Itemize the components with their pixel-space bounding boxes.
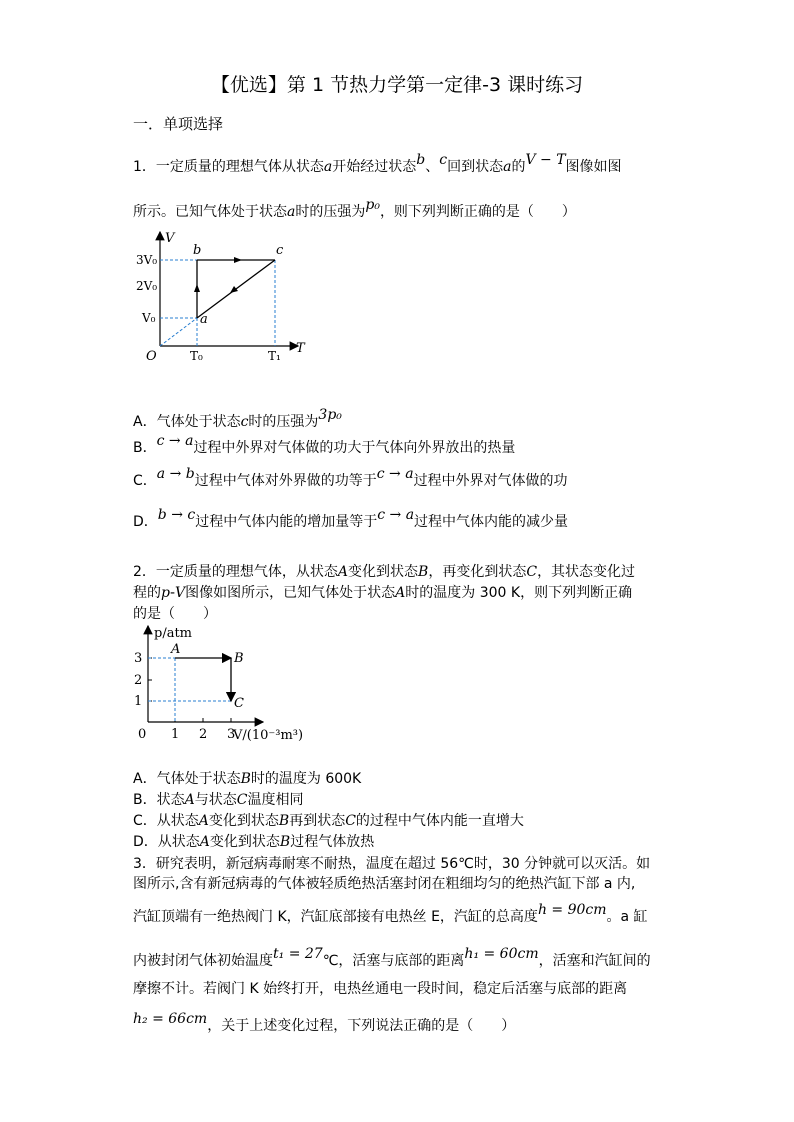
q2-option-c[interactable]: C．从状态A变化到状态B再到状态C的过程中气体内能一直增大 — [133, 813, 524, 829]
q3-stem-line6: h₂ = 66cm，关于上述变化过程，下列说法正确的是（ ） — [133, 1011, 516, 1034]
q1-stem-line2: 所示。已知气体处于状态a时的压强为p₀，则下列判断正确的是（ ） — [133, 197, 576, 220]
tick-v2: 2 — [199, 727, 208, 742]
q1-stem-line1: 1．一定质量的理想气体从状态a开始经过状态b、c回到状态a的V − T图像如图 — [133, 152, 622, 175]
point-B: B — [234, 651, 244, 666]
tick-p2: 2 — [134, 673, 143, 688]
point-a: a — [200, 312, 208, 327]
v-axis-label: V/(10⁻³m³) — [233, 728, 304, 743]
q2-option-b[interactable]: B．状态A与状态C温度相同 — [133, 792, 304, 808]
point-C: C — [234, 696, 244, 711]
q3-stem-line3: 汽缸顶端有一绝热阀门 K，汽缸底部接有电热丝 E，汽缸的总高度h = 90cm。a 缸 — [133, 902, 648, 925]
q1-option-b[interactable]: B．c → a过程中外界对气体做的功大于气体向外界放出的热量 — [133, 433, 516, 456]
tick-p1: 1 — [134, 694, 143, 709]
tick-v3: 3 — [227, 727, 236, 742]
point-c: c — [276, 243, 284, 258]
q1-vt-graph — [130, 226, 320, 366]
q1-option-c[interactable]: C．a → b过程中气体对外界做的功等于c → a过程中外界对气体做的功 — [133, 466, 568, 489]
q1-option-a[interactable]: A．气体处于状态c时的压强为3p₀ — [133, 407, 342, 430]
t-axis-label: T — [296, 341, 305, 356]
q2-stem-line1: 2．一定质量的理想气体，从状态A变化到状态B，再变化到状态C，其状态变化过 — [133, 564, 636, 580]
q3-stem-line2: 图所示,含有新冠病毒的气体被轻质绝热活塞封闭在粗细均匀的绝热汽缸下部 a 内, — [133, 876, 636, 892]
point-A: A — [171, 642, 181, 657]
point-b: b — [193, 243, 202, 258]
q2-stem-line3: 的是（ ） — [133, 606, 217, 622]
tick-v0: V₀ — [142, 311, 156, 325]
q3-stem-line1: 3．研究表明，新冠病毒耐寒不耐热，温度在超过 56℃时，30 分钟就可以灭活。如 — [133, 856, 651, 872]
v-axis-label: V — [165, 231, 175, 246]
q2-option-d[interactable]: D．从状态A变化到状态B过程气体放热 — [133, 834, 375, 850]
p-axis-label: p/atm — [154, 626, 193, 641]
tick-t1: T₁ — [268, 349, 281, 363]
tick-3v0: 3V₀ — [136, 253, 158, 267]
tick-v1: 1 — [171, 727, 180, 742]
tick-p3: 3 — [134, 651, 143, 666]
q1-option-d[interactable]: D．b → c过程中气体内能的增加量等于c → a过程中气体内能的减少量 — [133, 507, 569, 530]
tick-t0: T₀ — [190, 349, 203, 363]
q2-stem-line2: 程的p-V图像如图所示，已知气体处于状态A时的温度为 300 K，则下列判断正确 — [133, 585, 633, 601]
q3-stem-line5: 摩擦不计。若阀门 K 始终打开，电热丝通电一段时间，稳定后活塞与底部的距离 — [133, 981, 628, 997]
tick-v0: 0 — [138, 727, 147, 742]
origin-label: O — [146, 349, 157, 364]
q2-option-a[interactable]: A．气体处于状态B时的温度为 600K — [133, 771, 362, 787]
tick-2v0: 2V₀ — [136, 279, 158, 293]
page-title: 【优选】第 1 节热力学第一定律-3 课时练习 — [210, 74, 584, 96]
q3-stem-line4: 内被封闭气体初始温度t₁ = 27℃，活塞与底部的距离h₁ = 60cm，活塞和汽缸间的 — [133, 946, 651, 969]
section-heading: 一．单项选择 — [133, 115, 224, 133]
q2-pv-graph — [128, 622, 318, 744]
